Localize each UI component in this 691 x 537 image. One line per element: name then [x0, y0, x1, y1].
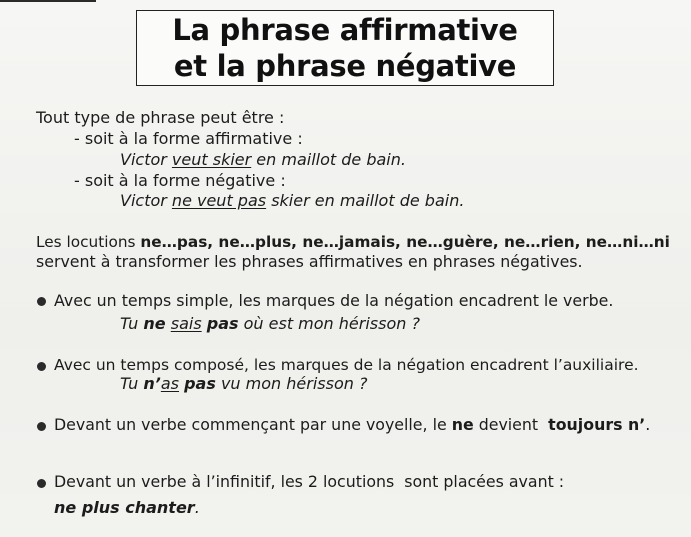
example-underlined-negation: ne veut pas: [171, 191, 267, 210]
locutions-line-1: [36, 232, 670, 252]
negative-example: [120, 191, 464, 211]
example-text: en maillot de bain.: [251, 150, 406, 169]
rule-text: .: [645, 415, 651, 434]
example-negation-infinitive: ne plus chanter: [54, 498, 195, 517]
negative-label: - soit à la forme négative :: [74, 171, 286, 190]
rule-infinitive: Devant un verbe à l’infinitif, les 2 locutions sont placées avant :: [54, 472, 565, 491]
example-text: Tu: [120, 374, 144, 393]
negation-ne: ne: [451, 415, 474, 434]
example-underlined-verb: veut skier: [171, 150, 252, 169]
example-text: .: [194, 498, 200, 517]
rule-simple-tense: Avec un temps simple, les marques de la négation encadrent le verbe.: [54, 291, 614, 310]
example-text: Tu: [120, 314, 144, 333]
bullet-icon: [37, 297, 46, 306]
example-text: skier en maillot de bain.: [266, 191, 465, 210]
bullet-icon: [37, 422, 46, 431]
locutions-prefix: Les locutions: [36, 233, 141, 251]
rule-simple-example: [120, 314, 420, 334]
example-text: où est mon hérisson ?: [238, 314, 420, 333]
scan-edge-mark: [0, 0, 96, 2]
bullet-icon: [37, 479, 46, 488]
negation-pas: pas: [184, 374, 216, 393]
affirmative-label: - soit à la forme affirmative :: [74, 129, 303, 148]
title-line-1: La phrase affirmative: [172, 13, 518, 47]
negation-pas: pas: [206, 314, 239, 333]
rule-text: Devant un verbe commençant par une voyelle, le: [54, 415, 452, 434]
rule-infinitive-example: [54, 498, 200, 518]
rule-text: devient: [473, 415, 549, 434]
example-text: Victor: [120, 150, 172, 169]
rule-compound-tense: Avec un temps composé, les marques de la négation encadrent l’auxiliaire.: [54, 356, 639, 374]
rule-compound-example: [120, 374, 367, 394]
affirmative-example: [120, 150, 406, 170]
example-text: Victor: [120, 191, 172, 210]
bullet-icon: [37, 362, 46, 371]
negation-n: toujours n’: [548, 415, 646, 434]
example-underlined-auxiliary: as: [160, 374, 179, 393]
title-box: [136, 10, 554, 86]
negation-n: n’: [143, 374, 161, 393]
title-line-2: et la phrase négative: [173, 49, 517, 83]
example-text: vu mon hérisson ?: [215, 374, 368, 393]
negation-ne: ne: [143, 314, 166, 333]
locutions-list: ne…pas, ne…plus, ne…jamais, ne…guère, ne…rien, ne…ni…ni: [140, 233, 670, 251]
locutions-line-2: servent à transformer les phrases affirmatives en phrases négatives.: [36, 252, 583, 271]
example-underlined-verb: sais: [170, 314, 202, 333]
rule-vowel: [54, 415, 650, 435]
intro-text: Tout type de phrase peut être :: [36, 108, 285, 127]
